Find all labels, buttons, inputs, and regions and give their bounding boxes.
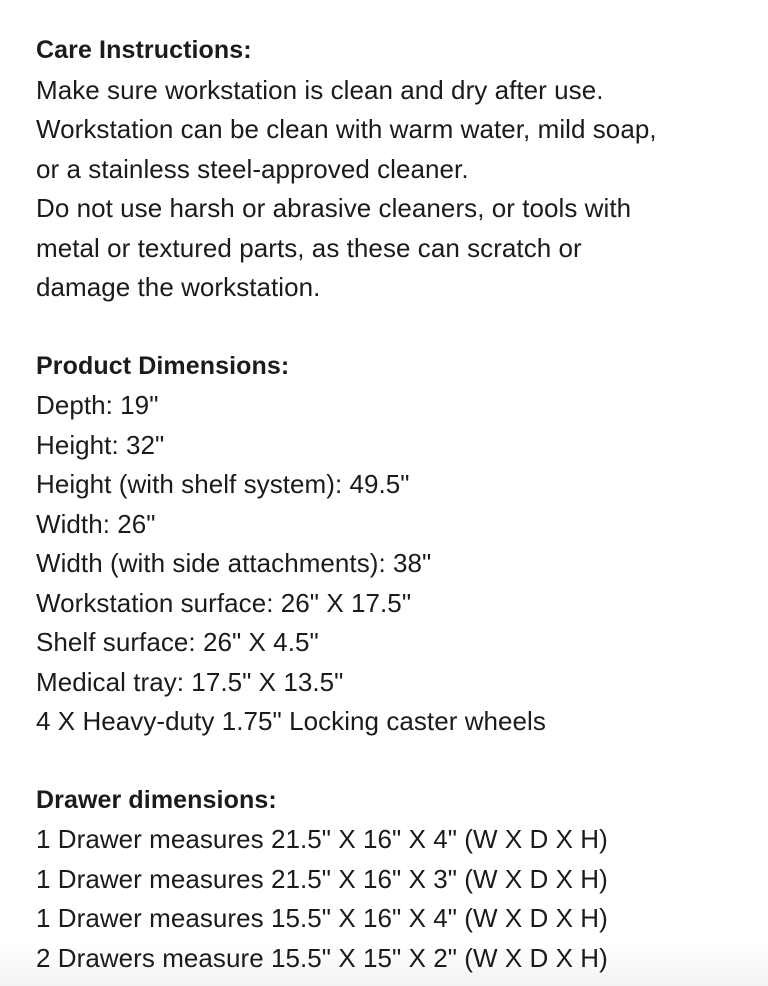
product-dimensions-heading: Product Dimensions: [36,351,290,380]
care-line: Workstation can be clean with warm water, mild soap, [36,114,657,144]
drawer-line: 2 Drawers measure 15.5" X 15" X 2" (W X D X H) [36,942,608,973]
dimension-line: 4 X Heavy-duty 1.75" Locking caster wheels [36,706,546,736]
dimension-line: Height: 32" [36,429,165,460]
drawer-dimensions-section [36,781,738,979]
care-line: Do not use harsh or abrasive cleaners, or tools with [36,193,632,223]
care-line: metal or textured parts, as these can scratch or [36,232,582,263]
dimension-line: Shelf surface: 26" X 4.5" [36,627,319,657]
dimension-line: Height (with shelf system): 49.5" [36,469,410,499]
care-line: Make sure workstation is clean and dry after use. [36,74,604,105]
drawer-line: 1 Drawer measures 15.5" X 16" X 4" (W X D X H) [36,903,608,933]
dimension-line: Depth: 19" [36,390,159,420]
drawer-dimensions-heading: Drawer dimensions: [36,785,277,814]
dimension-line: Width: 26" [36,508,156,539]
care-line: or a stainless steel-approved cleaner. [36,153,469,184]
product-dimensions-section [36,347,738,742]
care-line: damage the workstation. [36,272,321,302]
care-instructions-section [36,31,738,308]
care-instructions-heading: Care Instructions: [36,36,252,64]
dimension-line: Workstation surface: 26" X 17.5" [36,587,412,618]
drawer-line: 1 Drawer measures 21.5" X 16" X 3" (W X D X H) [36,863,608,894]
drawer-line: 1 Drawer measures 21.5" X 16" X 4" (W X D X H) [36,824,608,854]
dimension-line: Medical tray: 17.5" X 13.5" [36,666,344,697]
dimension-line: Width (with side attachments): 38" [36,548,432,578]
